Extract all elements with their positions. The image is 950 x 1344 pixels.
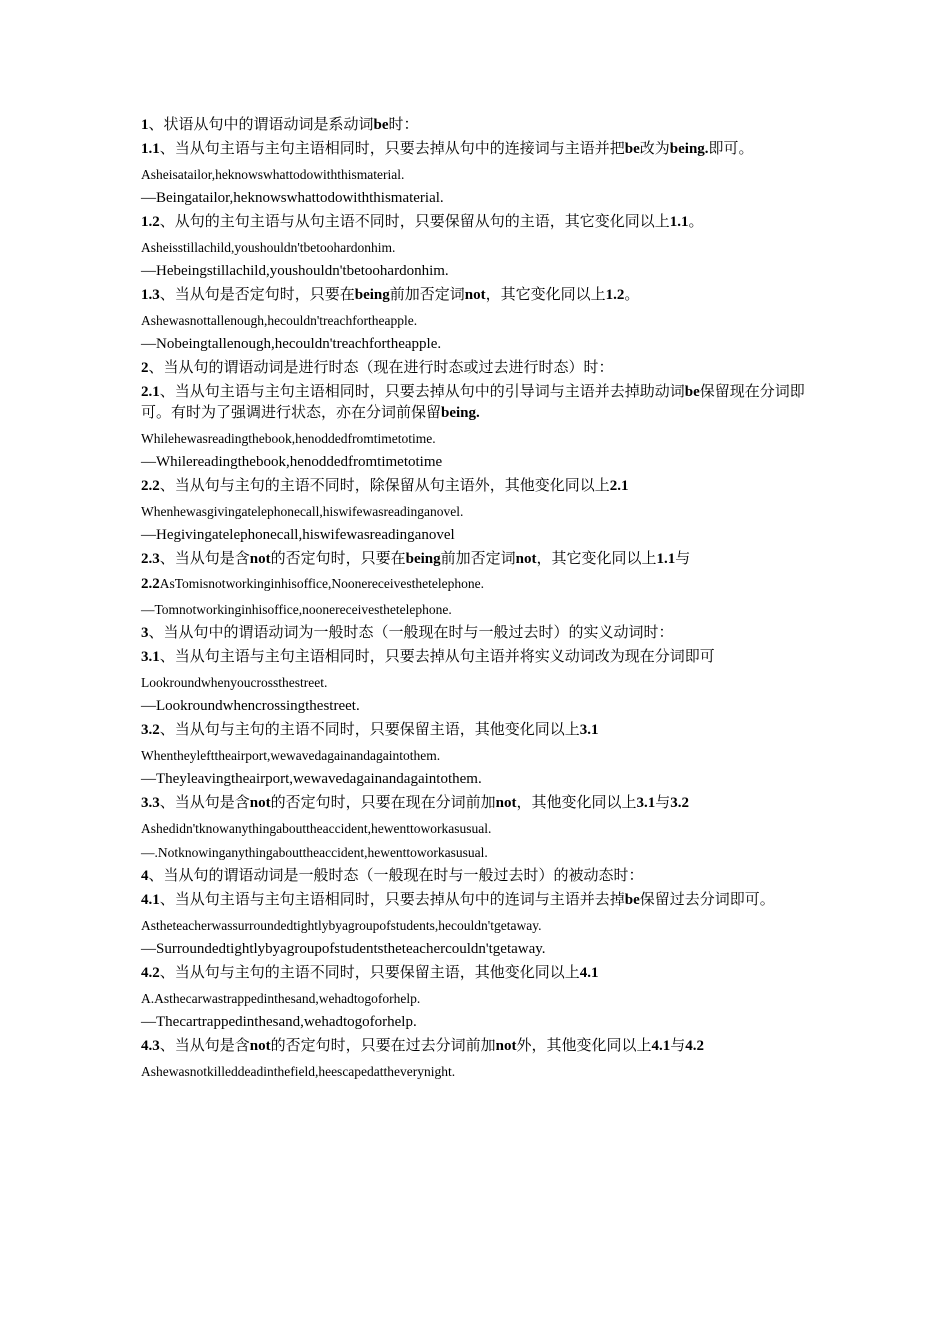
- text-run: —Lookroundwhencrossingthestreet.: [141, 698, 360, 714]
- rewritten-sentence: [141, 188, 821, 209]
- bold-text: 4: [141, 868, 149, 884]
- bold-text: 3.3: [141, 795, 160, 811]
- bold-text: 4.1: [651, 1038, 671, 1054]
- bold-text: 1.3: [141, 287, 160, 303]
- heading-line: [141, 647, 821, 668]
- rewritten-sentence: [141, 769, 821, 790]
- text-run: 、当从句是含: [159, 551, 250, 567]
- bold-text: be: [624, 892, 640, 908]
- rewritten-sentence: [141, 525, 821, 546]
- heading-line: [141, 476, 821, 497]
- rewritten-sentence: [141, 261, 821, 282]
- rewritten-sentence: [141, 939, 821, 960]
- text-run: ，其它变化同以上: [536, 551, 657, 567]
- text-run: Asheisatailor,heknowswhattodowiththismaterial.: [141, 167, 405, 182]
- heading-line: [141, 720, 821, 741]
- text-run: 、当从句是否定句时，只要在: [159, 287, 355, 303]
- bold-text: 4.1: [579, 965, 599, 981]
- text-run: Whentheylefttheairport,wewavedagainandagaintothem.: [141, 748, 441, 763]
- bold-text: being.: [441, 405, 480, 421]
- text-run: A.Asthecarwastrappedinthesand,wehadtogoforhelp.: [141, 991, 421, 1006]
- bold-text: 2.1: [609, 478, 629, 494]
- text-run: 、当从句与主句的主语不同时，只要保留主语，其他变化同以上: [159, 722, 580, 738]
- bold-text: not: [495, 795, 517, 811]
- text-run: —Thecartrappedinthesand,wehadtogoforhelp.: [141, 1014, 417, 1030]
- text-run: Ashedidn'tknowanythingabouttheaccident,hewenttoworkasusual.: [141, 821, 492, 836]
- bold-text: 4.2: [141, 965, 160, 981]
- bold-text: not: [515, 551, 537, 567]
- text-run: 保留现在分词即可。有时为了强调进行状态，亦在分词前保留: [141, 384, 805, 421]
- bold-text: 3.1: [579, 722, 599, 738]
- bold-text: be: [373, 117, 389, 133]
- example-sentence: [141, 238, 821, 257]
- bold-text: 3.1: [141, 649, 160, 665]
- text-run: 即可。: [708, 141, 754, 157]
- text-run: 、当从句与主句的主语不同时，只要保留主语，其他变化同以上: [159, 965, 580, 981]
- text-run: 、当从句的谓语动词是一般时态（一般现在时与一般过去时）的被动态时：: [148, 868, 644, 884]
- bold-text: being: [354, 287, 390, 303]
- text-run: —Theyleavingtheairport,wewavedagainandagaintothem.: [141, 771, 482, 787]
- example-sentence: [141, 746, 821, 765]
- bold-text: 1.2: [141, 214, 160, 230]
- text-run: 的否定句时，只要在现在分词前加: [270, 795, 496, 811]
- bold-text: not: [249, 551, 271, 567]
- text-run: 、当从句与主句的主语不同时，除保留从句主语外，其他变化同以上: [159, 478, 610, 494]
- text-run: —Tomnotworkinginhisoffice,noonereceivesthetelephone.: [141, 602, 452, 617]
- text-run: Ashewasnottallenough,hecouldn'treachfortheapple.: [141, 313, 418, 328]
- heading-line: [141, 358, 821, 379]
- bold-text: 3: [141, 625, 149, 641]
- text-run: 与: [675, 551, 691, 567]
- bold-text: 2: [141, 360, 149, 376]
- text-run: 的否定句时，只要在: [270, 551, 406, 567]
- bold-text: 2.1: [141, 384, 160, 400]
- text-run: AsTomisnotworkinginhisoffice,Noonereceivesthetelephone.: [159, 576, 484, 591]
- heading-line: [141, 866, 821, 887]
- text-run: —Hebeingstillachild,youshouldn'tbetoohardonhim.: [141, 263, 449, 279]
- text-run: —Surroundedtightlybyagroupofstudentstheteachercouldn'tgetaway.: [141, 941, 546, 957]
- text-run: 前加否定词: [389, 287, 465, 303]
- bold-text: 4.3: [141, 1038, 160, 1054]
- text-run: 。: [688, 214, 704, 230]
- rewritten-sentence: [141, 696, 821, 717]
- text-run: 、当从句中的谓语动词为一般时态（一般现在时与一般过去时）的实义动词时：: [148, 625, 674, 641]
- text-run: 与: [655, 795, 671, 811]
- text-run: Whilehewasreadingthebook,henoddedfromtimetotime.: [141, 431, 436, 446]
- bold-text: 1.1: [656, 551, 676, 567]
- bold-text: not: [249, 1038, 271, 1054]
- heading-line: [141, 623, 821, 644]
- document-body: [141, 112, 821, 1085]
- text-run: —Nobeingtallenough,hecouldn'treachfortheapple.: [141, 336, 442, 352]
- heading-line: [141, 285, 821, 306]
- bold-text: 1.2: [605, 287, 625, 303]
- text-run: 、当从句主语与主句主语相同时，只要去掉从句中的连词与主语并去掉: [159, 892, 625, 908]
- text-run: Asheisstillachild,youshouldn'tbetoohardonhim.: [141, 240, 396, 255]
- text-run: ，其他变化同以上: [516, 795, 637, 811]
- rewritten-sentence: [141, 452, 821, 473]
- bold-text: 1: [141, 117, 149, 133]
- text-run: 的否定句时，只要在过去分词前加: [270, 1038, 496, 1054]
- text-run: 时：: [388, 117, 419, 133]
- rewritten-sentence: [141, 334, 821, 355]
- example-sentence: [141, 989, 821, 1008]
- example-sentence: [141, 843, 821, 862]
- text-run: Whenhewasgivingatelephonecall,hiswifewasreadinganovel.: [141, 504, 464, 519]
- text-run: 外，其他变化同以上: [516, 1038, 652, 1054]
- bold-text: 1.1: [141, 141, 160, 157]
- text-run: 保留过去分词即可。: [639, 892, 775, 908]
- bold-text: not: [249, 795, 271, 811]
- text-run: —.Notknowinganythingabouttheaccident,hewenttoworkasusual.: [141, 845, 488, 860]
- text-run: 、当从句主语与主句主语相同时，只要去掉从句中的引导词与主语并去掉助动词: [159, 384, 685, 400]
- example-sentence: [141, 600, 821, 619]
- heading-line: [141, 793, 821, 814]
- bold-text: 4.1: [141, 892, 160, 908]
- text-run: Astheteacherwassurroundedtightlybyagroupofstudents,hecouldn'tgetaway.: [141, 918, 542, 933]
- bold-text: be: [624, 141, 640, 157]
- heading-line: [141, 212, 821, 233]
- heading-line: [141, 573, 821, 595]
- heading-line: [141, 1036, 821, 1057]
- text-run: 前加否定词: [440, 551, 516, 567]
- text-run: 改为: [639, 141, 670, 157]
- heading-line: [141, 139, 821, 160]
- rewritten-sentence: [141, 1012, 821, 1033]
- text-run: 、当从句是含: [159, 795, 250, 811]
- bold-text: not: [495, 1038, 517, 1054]
- heading-line: [141, 890, 821, 911]
- text-run: 。: [624, 287, 640, 303]
- bold-text: being: [405, 551, 441, 567]
- text-run: 、状语从句中的谓语动词是系动词: [148, 117, 374, 133]
- text-run: 、从句的主句主语与从句主语不同时，只要保留从句的主语，其它变化同以上: [159, 214, 670, 230]
- heading-line: [141, 963, 821, 984]
- bold-text: 2.2: [141, 576, 160, 592]
- example-sentence: [141, 311, 821, 330]
- bold-text: 3.2: [141, 722, 160, 738]
- text-run: ，其它变化同以上: [485, 287, 606, 303]
- example-sentence: [141, 916, 821, 935]
- text-run: 与: [670, 1038, 686, 1054]
- text-run: Ashewasnotkilleddeadinthefield,heescapedattheverynight.: [141, 1064, 456, 1079]
- text-run: —Whilereadingthebook,henoddedfromtimetotime: [141, 454, 443, 470]
- text-run: 、当从句的谓语动词是进行时态（现在进行时态或过去进行时态）时：: [148, 360, 614, 376]
- bold-text: 3.1: [636, 795, 656, 811]
- bold-text: not: [464, 287, 486, 303]
- bold-text: being.: [669, 141, 709, 157]
- example-sentence: [141, 429, 821, 448]
- bold-text: 4.2: [685, 1038, 704, 1054]
- text-run: Lookroundwhenyoucrossthestreet.: [141, 675, 328, 690]
- bold-text: be: [684, 384, 700, 400]
- example-sentence: [141, 819, 821, 838]
- heading-line: [141, 382, 821, 424]
- text-run: —Beingatailor,heknowswhattodowiththismaterial.: [141, 190, 444, 206]
- bold-text: 2.3: [141, 551, 160, 567]
- bold-text: 1.1: [669, 214, 689, 230]
- text-run: 、当从句是含: [159, 1038, 250, 1054]
- bold-text: 2.2: [141, 478, 160, 494]
- heading-line: [141, 549, 821, 570]
- text-run: —Hegivingatelephonecall,hiswifewasreadinganovel: [141, 527, 455, 543]
- text-run: 、当从句主语与主句主语相同时，只要去掉从句主语并将实义动词改为现在分词即可: [159, 649, 715, 665]
- example-sentence: [141, 502, 821, 521]
- example-sentence: [141, 165, 821, 184]
- heading-line: [141, 115, 821, 136]
- example-sentence: [141, 1062, 821, 1081]
- example-sentence: [141, 673, 821, 692]
- text-run: 、当从句主语与主句主语相同时，只要去掉从句中的连接词与主语并把: [159, 141, 625, 157]
- bold-text: 3.2: [670, 795, 689, 811]
